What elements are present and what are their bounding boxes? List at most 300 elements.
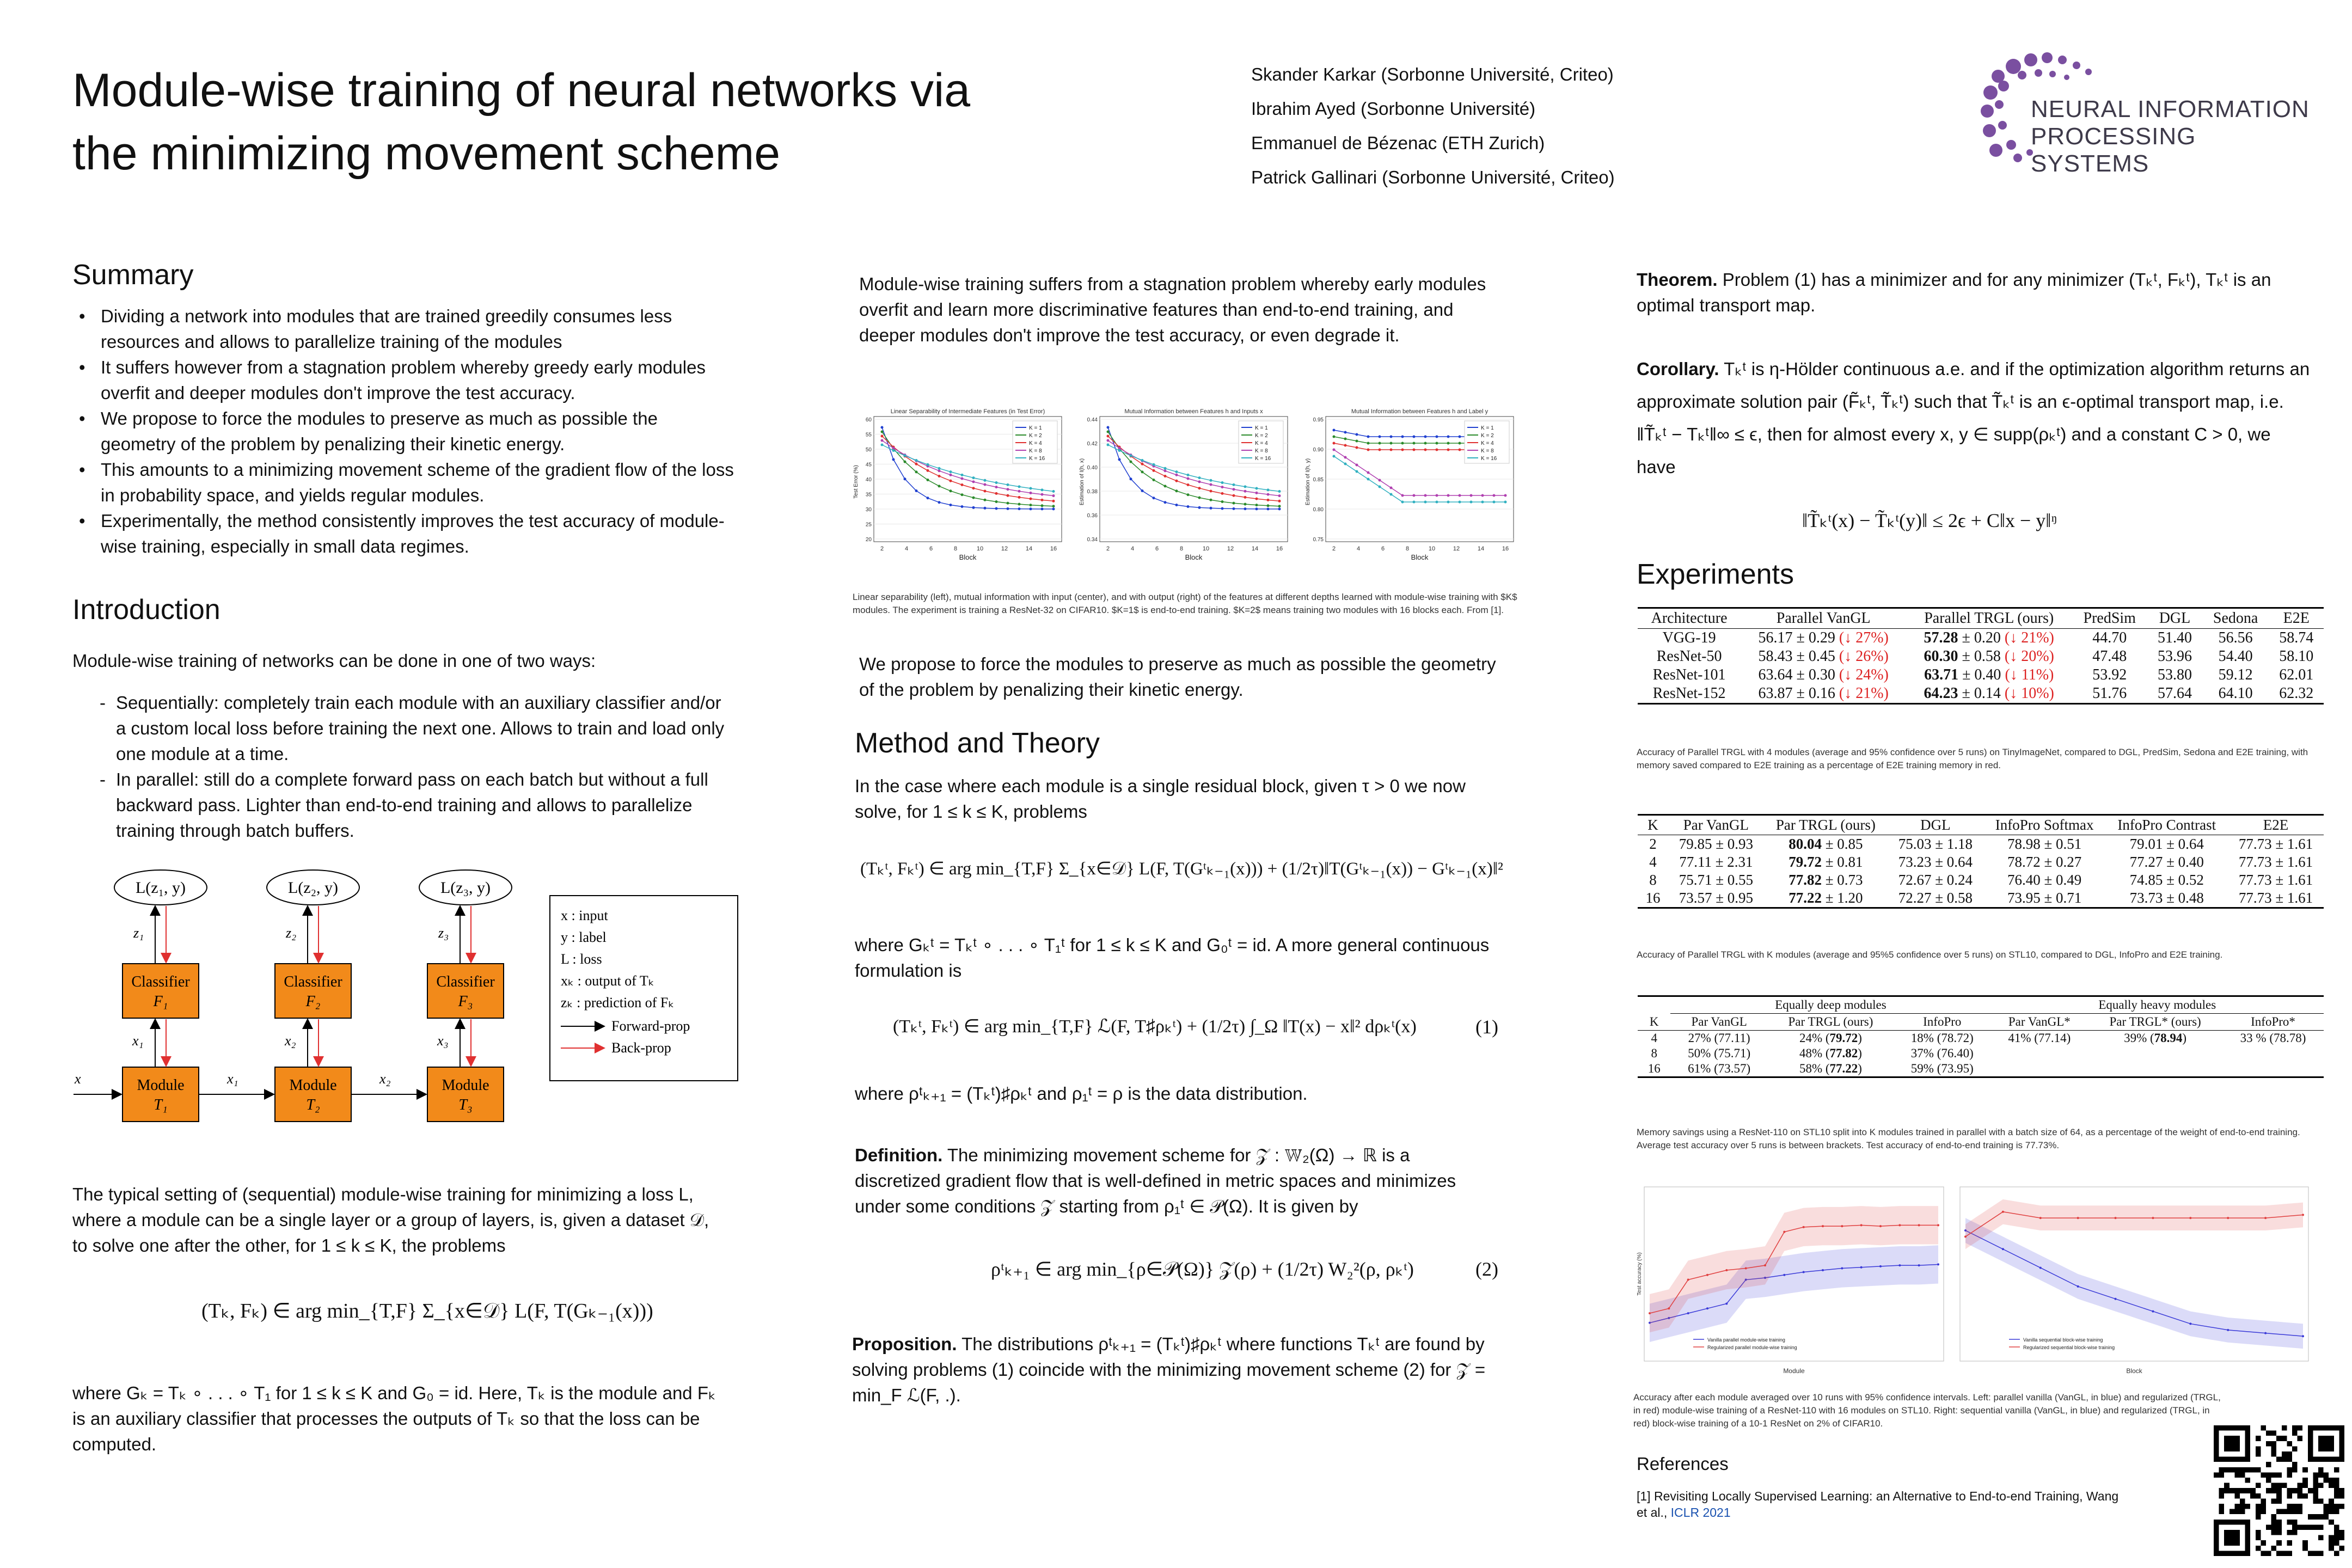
corollary-label: Corollary. [1637, 359, 1719, 379]
x-axis-label: Block [2126, 1367, 2142, 1375]
column-header: Architecture [1651, 610, 1728, 627]
data-point [1107, 439, 1110, 442]
data-point [1898, 1264, 1901, 1266]
author-list [1251, 57, 1615, 194]
stage-1 [114, 870, 207, 1122]
module-label: Module [137, 1077, 185, 1094]
qr-module [2292, 1524, 2298, 1530]
data-point [1333, 455, 1336, 458]
y-tick-label: 0.42 [1087, 441, 1098, 447]
qr-module [2318, 1514, 2324, 1520]
proposition-label: Proposition. [852, 1334, 957, 1354]
table-group-row [1638, 996, 2324, 1014]
qr-module [2318, 1498, 2324, 1504]
input-label: x [75, 1071, 81, 1087]
qr-module [2329, 1498, 2334, 1504]
qr-module [2276, 1509, 2282, 1515]
equation-regularized: (Tₖᵗ, Fₖᵗ) ∈ arg min_{T,F} Σ_{x∈𝒟} L(F, T(Gᵗₖ₋₁(x))) + (1/2τ)‖T(Gᵗₖ₋₁(x)) − Gᵗₖ₋₁(x)‖² [860, 859, 1503, 879]
x-tick-label: 8 [1179, 546, 1184, 552]
theorem-text: Problem (1) has a minimizer and for any minimizer (Tₖᵗ, Fₖᵗ), Tₖᵗ is an optimal transport map. [1637, 270, 2271, 315]
cell: 53.96 [2157, 648, 2192, 665]
data-point [1175, 504, 1178, 506]
qr-module [2302, 1478, 2308, 1483]
cell-best: 77.82 [1788, 872, 1822, 888]
qr-module [2334, 1483, 2339, 1489]
data-point [1052, 490, 1055, 493]
x-tick-label: 6 [1155, 546, 1159, 552]
reference-item [1637, 1488, 2127, 1521]
cell: 41% (77.14) [2008, 1031, 2071, 1045]
data-point [1164, 469, 1167, 472]
qr-module [2224, 1483, 2230, 1489]
column-header: PredSim [2083, 610, 2136, 627]
data-point [892, 449, 895, 452]
cell: 37% (76.40) [1910, 1046, 1974, 1060]
data-point [1401, 501, 1404, 504]
qr-module [2334, 1504, 2339, 1509]
qr-module [2324, 1472, 2329, 1478]
data-point [892, 447, 895, 450]
data-point [1424, 436, 1427, 438]
reference-venue-link[interactable]: ICLR 2021 [1670, 1505, 1731, 1520]
data-point [1030, 504, 1032, 506]
qr-module [2256, 1483, 2261, 1489]
qr-module [2339, 1504, 2344, 1509]
results-table-stl10 [1638, 814, 2324, 909]
y-tick-label: 0.44 [1087, 417, 1098, 423]
data-point [2002, 1248, 2004, 1250]
data-point [1107, 444, 1110, 446]
cell: 72.67 ± 0.24 [1898, 872, 1973, 888]
data-point [1164, 467, 1167, 470]
x-label: x₂ [379, 1071, 391, 1087]
data-point [1413, 494, 1416, 497]
classifier-box [427, 964, 504, 1018]
figure-caption: Linear separability (left), mutual information with input (center), and with output (right) of the features at different depths learned with module-wise training with $K$ modules. The experiment is training a ResNet-32 on CIFAR10. $K=1$ is end-to-end training. $K=2$ means training two modules with 16 blocks each. From [1]. [853, 592, 1517, 615]
qr-module [2287, 1493, 2292, 1499]
reference-text: [1] Revisiting Locally Supervised Learning: an Alternative to End-to-end Training, Wang et al., [1637, 1489, 2119, 1520]
data-point [1333, 442, 1336, 445]
qr-module [2329, 1509, 2334, 1515]
data-point [1706, 1307, 1708, 1309]
y-tick-label: 0.75 [1313, 537, 1324, 543]
qr-module [2334, 1509, 2339, 1515]
qr-module [2256, 1530, 2261, 1535]
cell-best: 63.71 [1924, 666, 1959, 683]
qr-module [2271, 1488, 2277, 1493]
chart-title: Linear Separability of Intermediate Features (in Test Error) [890, 408, 1045, 415]
proposition-text: The distributions ρᵗₖ₊₁ = (Tₖᵗ)♯ρₖᵗ where functions Tₖᵗ are found by solving problems (1) coincide with the minimizing movement scheme (2) for 𝒵 = min_F ℒ(F, .). [852, 1334, 1486, 1405]
data-point [1367, 471, 1370, 474]
qr-module [2329, 1483, 2334, 1489]
introduction-section [72, 593, 737, 843]
data-point [950, 470, 952, 473]
x-tick-label: 14 [1025, 546, 1033, 552]
stage-3 [419, 870, 512, 1122]
qr-module [2266, 1478, 2271, 1483]
x-axis-label: Block [959, 553, 977, 561]
cell: 79.01 ± 0.64 [2129, 836, 2204, 852]
data-point [938, 501, 941, 504]
cell [1906, 647, 2072, 666]
memory-saving: (↓ 27%) [1839, 629, 1889, 646]
data-point [1107, 426, 1110, 429]
cell: VGG-19 [1662, 629, 1716, 646]
qr-module [2230, 1509, 2235, 1515]
qr-module [2276, 1488, 2282, 1493]
y-tick-label: 30 [865, 507, 872, 513]
table-caption: Accuracy of Parallel TRGL with 4 modules (average and 95% confidence over 5 runs) on TinyImageNet, compared to DGL, PredSim, Sedona and E2E training, with memory saved compared to E2E training as a percentage of E2E training memory in red. [1637, 747, 2308, 770]
qr-module [2292, 1467, 2298, 1473]
loss-label: L(z₃, y) [440, 879, 491, 897]
data-point [1221, 492, 1224, 495]
small-chart [1079, 408, 1288, 561]
qr-module [2334, 1540, 2339, 1546]
stage-2 [267, 870, 359, 1122]
cell: 73.73 ± 0.48 [2129, 890, 2204, 906]
accuracy-charts [1633, 1181, 2314, 1383]
equation-mms: ρᵗₖ₊₁ ∈ arg min_{ρ∈𝒫(Ω)} 𝒵(ρ) + (1/2τ) W₂²(ρ, ρₖᵗ) [991, 1258, 1414, 1280]
qr-module [2313, 1472, 2318, 1478]
data-point [1860, 1224, 1863, 1226]
method-paragraph: In the case where each module is a single residual block, given τ > 0 we now solve, for 1 ≤ k ≤ K, problems [855, 776, 1466, 822]
qr-module [2287, 1551, 2292, 1556]
cell: 47.48 [2092, 648, 2127, 665]
legend-label: Vanilla sequential block-wise training [2023, 1337, 2103, 1343]
memory-saving: (↓ 10%) [2004, 685, 2054, 702]
module-label: Module [442, 1077, 489, 1094]
qr-module [2334, 1488, 2339, 1493]
data-point [915, 489, 918, 492]
data-point [938, 475, 941, 477]
cell-value: ± 1.20 [1825, 890, 1863, 906]
column-header: InfoPro* [2251, 1015, 2295, 1028]
qr-module [2234, 1488, 2240, 1493]
data-point [2152, 1310, 2154, 1313]
data-point [1278, 494, 1281, 497]
data-point [1879, 1265, 1882, 1267]
chart-title: Mutual Information between Features h and Inputs x [1124, 408, 1263, 415]
column-header: Par VanGL* [2008, 1015, 2071, 1028]
qr-module [2224, 1488, 2230, 1493]
column-header: Sedona [2213, 610, 2258, 627]
qr-module [2266, 1431, 2271, 1436]
memory-savings-table [1638, 995, 2324, 1078]
x-tick-label: 10 [976, 546, 984, 552]
chart-legend [1465, 421, 1509, 463]
legend-label: K = 8 [1255, 448, 1268, 454]
qr-module [2276, 1493, 2282, 1499]
cell-best: 57.28 [1924, 629, 1958, 646]
data-point [1822, 1269, 1824, 1271]
data-point [995, 492, 998, 495]
data-point [1783, 1274, 1785, 1276]
qr-module [2308, 1488, 2313, 1493]
qr-module [2276, 1551, 2282, 1556]
data-point [1424, 494, 1427, 497]
data-point [1278, 500, 1281, 503]
data-point [1706, 1274, 1708, 1276]
data-point [950, 480, 952, 482]
data-point [1367, 449, 1370, 451]
legend-item: L : loss [561, 951, 602, 967]
cell: 27% (77.11) [1688, 1031, 1750, 1045]
classifier-label: Classifier [436, 973, 495, 990]
data-point [984, 507, 987, 510]
data-point [961, 477, 964, 480]
section-heading: Method and Theory [855, 727, 1100, 759]
author: Emmanuel de Bézenac (ETH Zurich) [1251, 133, 1545, 153]
title-line-1: Module-wise training of neural networks via [72, 64, 971, 117]
data-point [1175, 480, 1178, 482]
corollary-block [1637, 353, 2312, 483]
cell [1768, 1061, 1894, 1077]
data-point [1164, 475, 1167, 477]
column-header: K [1647, 817, 1658, 833]
data-point [995, 486, 998, 488]
data-point [1198, 497, 1201, 499]
qr-module [2219, 1472, 2225, 1478]
cell: ResNet-101 [1652, 666, 1726, 683]
x-tick-label: 8 [1405, 546, 1410, 552]
qr-module [2234, 1493, 2240, 1499]
table-row [1638, 1031, 2324, 1046]
cell: 4 [1649, 854, 1657, 870]
data-point [1041, 488, 1044, 491]
cell: 62.01 [2279, 666, 2314, 683]
qr-module [2334, 1478, 2339, 1483]
data-point [1356, 464, 1358, 467]
data-point [1379, 436, 1381, 438]
section-heading: Introduction [72, 594, 220, 626]
data-point [1164, 501, 1167, 504]
column-header: Par TRGL (ours) [1775, 817, 1876, 833]
data-point [1255, 504, 1258, 506]
qr-module [2339, 1535, 2344, 1541]
qr-module [2240, 1467, 2245, 1473]
qr-module [2266, 1462, 2271, 1467]
data-point [1390, 436, 1393, 438]
data-point [1937, 1263, 1939, 1265]
cell: 77.73 ± 1.61 [2238, 836, 2313, 852]
table [1638, 814, 2324, 909]
data-point [881, 435, 884, 438]
qr-module [2271, 1431, 2277, 1436]
y-tick-label: 35 [865, 492, 872, 498]
intro-paragraph-2: where Gₖ = Tₖ ∘ . . . ∘ T₁ for 1 ≤ k ≤ K and G₀ = id. Here, Tₖ is the module and Fₖ is an auxiliary classifier that processes the outputs of Tₖ so that the loss can be computed. [72, 1383, 716, 1454]
data-point [1764, 1264, 1766, 1266]
cell: 4 [1651, 1031, 1657, 1045]
x-tick-label: 6 [1381, 546, 1385, 552]
data-point [1725, 1303, 1728, 1305]
data-point [1244, 496, 1247, 499]
qr-module [2292, 1488, 2298, 1493]
cell: 57.64 [2157, 685, 2192, 702]
data-point [1007, 488, 1009, 491]
data-point [1244, 485, 1247, 488]
data-point [938, 467, 941, 470]
data-point [2115, 1217, 2117, 1219]
data-point [1267, 504, 1270, 507]
data-point [1221, 507, 1224, 510]
x-tick-label: 14 [1477, 546, 1485, 552]
feature-analysis-figure [852, 406, 1527, 585]
data-point [1436, 449, 1438, 451]
qr-module [2256, 1436, 2261, 1441]
cell: 77.73 ± 1.61 [2238, 872, 2313, 888]
qr-module [2292, 1509, 2298, 1515]
qr-module [2271, 1498, 2277, 1504]
module-box [275, 1067, 351, 1122]
data-point [1390, 493, 1393, 496]
cell [1741, 647, 1906, 666]
qr-module [2292, 1530, 2298, 1535]
data-point [1187, 505, 1190, 508]
classifier-box [275, 964, 351, 1018]
results-table-tinyimagenet [1638, 607, 2324, 705]
x-label: x₃ [437, 1033, 449, 1049]
title-line-2: the minimizing movement scheme [72, 127, 781, 180]
qr-module [2287, 1467, 2292, 1473]
qr-module [2219, 1488, 2225, 1493]
qr-module [2287, 1451, 2292, 1457]
qr-module [2256, 1535, 2261, 1541]
qr-module [2219, 1509, 2225, 1515]
qr-module [2276, 1472, 2282, 1478]
column-header: InfoPro Contrast [2117, 817, 2216, 833]
x-tick-label: 12 [1227, 546, 1234, 552]
data-point [1344, 463, 1347, 465]
qr-module [2266, 1488, 2271, 1493]
qr-module [2329, 1540, 2334, 1546]
cell-value: ± 0.73 [1825, 872, 1863, 888]
small-chart [1305, 408, 1514, 561]
data-point [2264, 1217, 2267, 1219]
classifier-label: Classifier [284, 973, 342, 990]
x-axis-label: Module [1783, 1367, 1805, 1375]
qr-module [2329, 1546, 2334, 1551]
data-point [1164, 485, 1167, 487]
y-tick-label: 45 [865, 462, 872, 468]
data-point [1379, 442, 1381, 445]
cell-value: 48% ( [1799, 1046, 1830, 1060]
data-point [1130, 461, 1132, 463]
data-point [1356, 433, 1358, 436]
y-axis-label: Test Error (%) [853, 465, 859, 499]
loss-label: L(z₂, y) [287, 879, 339, 897]
data-point [1687, 1279, 1689, 1281]
table-row [1638, 629, 2324, 648]
qr-module [2261, 1540, 2266, 1546]
qr-module [2282, 1509, 2287, 1515]
cell-best: 77.22 [1829, 1062, 1858, 1075]
data-point [1255, 487, 1258, 490]
data-point [2077, 1285, 2079, 1288]
cell-value: ± 0.85 [1825, 836, 1863, 852]
qr-module [2234, 1467, 2240, 1473]
qr-module [2214, 1472, 2219, 1478]
data-point [1153, 497, 1155, 499]
qr-module [2234, 1509, 2240, 1515]
data-point [1210, 490, 1212, 493]
data-point [1278, 505, 1281, 507]
qr-module [2261, 1551, 2266, 1556]
x-tick-label: 2 [1106, 546, 1110, 552]
summary-bullets [72, 303, 737, 559]
data-point [1367, 478, 1370, 481]
qr-code[interactable] [2214, 1425, 2344, 1556]
legend-item: Forward-prop [611, 1018, 690, 1034]
table-row [1638, 684, 2324, 704]
data-point [1504, 494, 1507, 497]
cell: 53.92 [2092, 666, 2127, 683]
data-point [961, 505, 964, 508]
classifier-sub: F₁ [153, 993, 168, 1010]
qr-module [2271, 1472, 2277, 1478]
data-point [2002, 1211, 2004, 1213]
x-tick-label: 4 [1356, 546, 1361, 552]
table-row [1638, 647, 2324, 666]
qr-module [2292, 1431, 2298, 1436]
qr-module [2302, 1540, 2308, 1546]
data-point [1233, 507, 1235, 510]
y-tick-label: 0.38 [1087, 489, 1098, 495]
qr-module [2276, 1483, 2282, 1489]
corollary-text: Tₖᵗ is η-Hölder continuous a.e. and if the optimization algorithm returns an approximate solution pair (F̃ₖᵗ, T̃ₖᵗ) such that T̃ₖᵗ is an ϵ-optimal transport map, i.e. ‖T̃ₖᵗ − Tₖᵗ‖∞ ≤ ϵ, then for almost every x, y ∈ supp(ρₖᵗ) and a constant C > 0, we have [1637, 359, 2310, 477]
data-point [1413, 436, 1416, 438]
qr-module [2240, 1504, 2245, 1509]
cell-value: ) [1858, 1046, 1862, 1060]
x-tick-label: 6 [929, 546, 933, 552]
data-point [1244, 490, 1247, 493]
qr-module [2271, 1524, 2277, 1530]
data-point [1447, 436, 1450, 438]
data-point [1255, 498, 1258, 500]
data-point [1041, 499, 1044, 501]
data-point [1390, 487, 1393, 489]
qr-module [2334, 1535, 2339, 1541]
cell: 16 [1645, 890, 1661, 906]
cell: 8 [1651, 1046, 1657, 1060]
y-tick-label: 40 [865, 477, 872, 483]
data-point [2302, 1335, 2304, 1337]
data-point [1344, 438, 1347, 440]
cell [1764, 835, 1888, 854]
table-row [1638, 871, 2324, 889]
legend-label: K = 16 [1255, 456, 1271, 462]
data-point [1007, 502, 1009, 505]
qr-module [2240, 1509, 2245, 1515]
qr-module [2313, 1483, 2318, 1489]
data-point [1267, 488, 1270, 491]
legend-label: K = 2 [1029, 433, 1042, 439]
diagram-svg [68, 866, 743, 1127]
qr-module [2313, 1493, 2318, 1499]
data-point [1007, 483, 1009, 486]
table-caption: Accuracy of Parallel TRGL with K modules (average and 95%5 confidence over 5 runs) on STL10, compared to DGL, InfoPro and E2E training. [1637, 950, 2223, 960]
data-point [1436, 436, 1438, 438]
column-header: K [1649, 1014, 1659, 1028]
cell: 78.98 ± 0.51 [2007, 836, 2082, 852]
qr-module [2245, 1478, 2251, 1483]
qr-module [2324, 1478, 2329, 1483]
qr-module [2219, 1504, 2225, 1509]
qr-module [2224, 1467, 2230, 1473]
section-heading: Experiments [1637, 559, 1794, 590]
data-point [1493, 494, 1496, 497]
data-point [1898, 1224, 1901, 1226]
qr-module [2245, 1488, 2251, 1493]
